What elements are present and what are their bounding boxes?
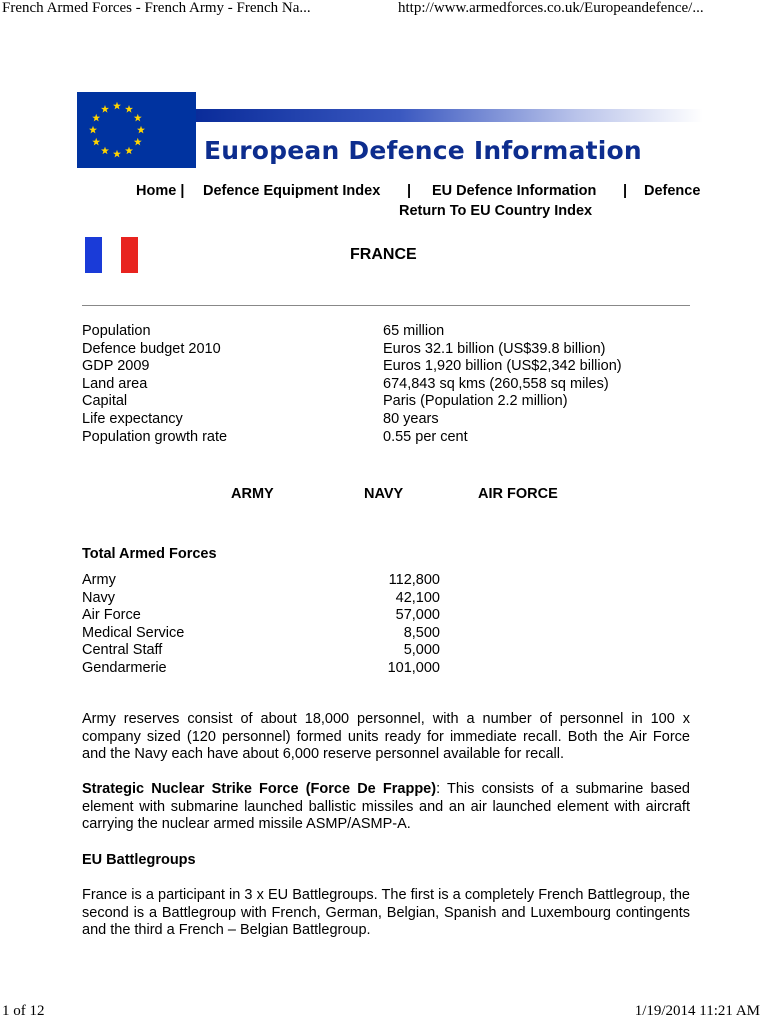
fact-label: Defence budget 2010 (82, 340, 221, 357)
fact-label: Land area (82, 375, 148, 392)
nav-separator: | (623, 183, 628, 199)
forces-label: Gendarmerie (82, 659, 167, 676)
print-datetime: 1/19/2014 11:21 AM (634, 1003, 760, 1019)
forces-label: Air Force (82, 607, 141, 624)
forces-value: 5,000 (403, 642, 440, 659)
forces-value: 42,100 (395, 589, 440, 606)
eu-battlegroups-heading: EU Battlegroups (82, 852, 196, 868)
fact-row (82, 393, 682, 411)
site-banner (77, 92, 703, 168)
eu-flag-logo (77, 92, 196, 168)
banner-title: European Defence Information (204, 136, 642, 165)
flag-white-band (103, 237, 120, 273)
nuclear-text: : This consists of a submarine based element with submarine launched ballistic missiles and an air launched element with aircraft carrying the nuclear armed missile ASMP/ASMP-A. (82, 781, 690, 833)
fact-value: 674,843 sq kms (260,558 sq miles) (383, 375, 609, 392)
page-number: 1 of 12 (2, 1003, 45, 1019)
nav-eu-info-link[interactable]: EU Defence Information (432, 183, 597, 199)
fact-label: Population growth rate (82, 428, 228, 445)
fact-value: 0.55 per cent (383, 428, 468, 445)
fact-label: GDP 2009 (82, 358, 150, 375)
reserves-paragraph: Army reserves consist of about 18,000 personnel, with a number of personnel in 100 x company sized (120 personnel) formed units ready for immediate recall. Both the Air Force and the Navy each have about 6,000 reserve personnel available for recall. (82, 711, 690, 763)
forces-value: 101,000 (387, 659, 440, 676)
print-page-url: http://www.armedforces.co.uk/Europeandefence/... (398, 0, 704, 16)
total-forces-heading: Total Armed Forces (82, 546, 217, 562)
forces-value: 8,500 (403, 624, 440, 641)
air-force-link[interactable]: AIR FORCE (478, 486, 558, 502)
fact-row (82, 429, 682, 447)
print-header (0, 0, 768, 22)
nav-separator: | (407, 183, 412, 199)
forces-label: Central Staff (82, 642, 163, 659)
print-footer (0, 1003, 768, 1023)
nav-return-link[interactable]: Return To EU Country Index (399, 203, 593, 219)
nuclear-heading: Strategic Nuclear Strike Force (Force De Frappe) (82, 781, 437, 797)
print-page-title: French Armed Forces - French Army - French Na... (2, 0, 311, 16)
forces-value: 112,800 (388, 572, 440, 588)
forces-label: Medical Service (82, 624, 185, 641)
flag-blue-band (85, 237, 102, 273)
flag-red-band (121, 237, 138, 273)
forces-label: Army (82, 572, 116, 588)
army-link[interactable]: ARMY (231, 486, 274, 502)
france-flag (85, 237, 139, 273)
forces-row (82, 572, 442, 590)
country-facts (82, 323, 682, 446)
fact-value: 80 years (383, 410, 439, 427)
fact-row (82, 376, 682, 394)
fact-label: Capital (82, 393, 128, 410)
fact-value: Euros 32.1 billion (US$39.8 billion) (383, 340, 606, 357)
nuclear-paragraph (82, 781, 690, 834)
fact-row (82, 358, 682, 376)
fact-value: Paris (Population 2.2 million) (383, 393, 568, 410)
banner-stripe (196, 109, 703, 122)
forces-row (82, 590, 442, 608)
total-forces-table (82, 572, 442, 678)
forces-value: 57,000 (395, 607, 440, 624)
nav-home-link[interactable]: Home | (136, 183, 185, 199)
eu-battlegroups-paragraph: France is a participant in 3 x EU Battlegroups. The first is a completely French Battlegroup, the second is a Battlegroup with French, German, Belgian, Spanish and Luxembourg contingents and the third a French – Belgian Battlegroup. (82, 887, 690, 939)
forces-label: Navy (82, 589, 116, 606)
fact-row (82, 411, 682, 429)
fact-value: Euros 1,920 billion (US$2,342 billion) (383, 358, 622, 375)
fact-label: Population (82, 323, 151, 339)
forces-row (82, 660, 442, 678)
forces-row (82, 625, 442, 643)
navy-link[interactable]: NAVY (364, 486, 404, 502)
country-title: FRANCE (350, 246, 417, 263)
fact-row (82, 341, 682, 359)
divider (82, 305, 690, 306)
fact-row (82, 323, 682, 341)
nav-defence-link[interactable]: Defence (644, 183, 701, 199)
nav-equipment-link[interactable]: Defence Equipment Index (203, 183, 381, 199)
eu-stars-icon (77, 92, 196, 168)
fact-label: Life expectancy (82, 410, 183, 427)
forces-row (82, 642, 442, 660)
fact-value: 65 million (383, 323, 445, 339)
forces-row (82, 607, 442, 625)
